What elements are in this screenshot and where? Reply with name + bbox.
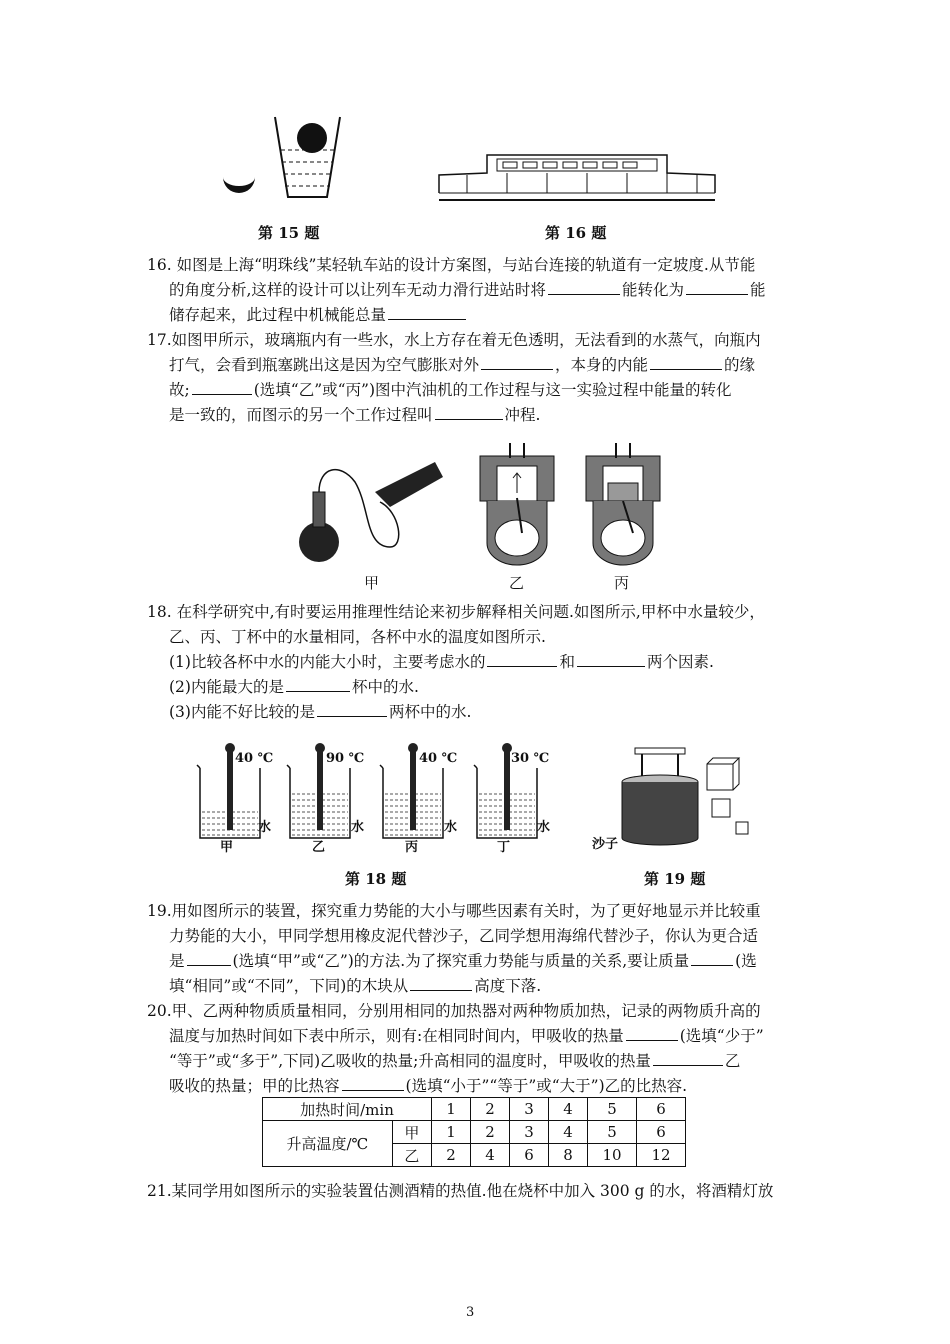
figure-18-caption: 第 18 题 xyxy=(345,870,407,888)
table-header-temp: 升高温度/℃ xyxy=(263,1121,393,1167)
q19-line-2: 力势能的大小，甲同学想用橡皮泥代替沙子，乙同学想用海绵代替沙子，你认为更合适 xyxy=(169,927,759,945)
q16-line-3 xyxy=(169,304,468,326)
q19-line-1: 19.用如图所示的装置，探究重力势能的大小与哪些因素有关时，为了更好地显示并比较重 xyxy=(147,902,761,920)
table-cell: 8 xyxy=(549,1144,588,1167)
answer-blank[interactable] xyxy=(286,677,350,692)
q20-line-4 xyxy=(169,1075,687,1097)
q18-text: (2)内能最大的是 xyxy=(169,678,284,696)
answer-blank[interactable] xyxy=(686,280,748,295)
table-cell: 2 xyxy=(432,1144,471,1167)
beaker-jia-label: 甲 xyxy=(220,840,234,855)
table-cell: 2 xyxy=(471,1121,510,1144)
answer-blank[interactable] xyxy=(435,405,503,420)
q20-line-1: 20.甲、乙两种物质质量相同，分别用相同的加热器对两种物质加热，记录的两物质升高的 xyxy=(147,1002,761,1020)
figure-15-ball-container xyxy=(215,112,345,207)
beaker-ding-water: 水 xyxy=(537,820,551,835)
table-cell: 10 xyxy=(588,1144,637,1167)
q16-line-2 xyxy=(169,279,765,301)
figure-17-engine-yi xyxy=(472,438,562,568)
q18-line-5 xyxy=(169,701,471,723)
table-cell: 1 xyxy=(432,1121,471,1144)
figure-17-label-yi: 乙 xyxy=(509,574,525,592)
q19-text: (选 xyxy=(735,952,757,970)
q17-text: (选填“乙”或“丙”)图中汽油机的工作过程与这一实验过程中能量的转化 xyxy=(253,381,732,399)
answer-blank[interactable] xyxy=(487,652,557,667)
table-row-name: 甲 xyxy=(392,1121,431,1144)
q19-line-4 xyxy=(169,975,541,997)
q19-text: 高度下落. xyxy=(474,977,542,995)
q21-line-1: 21.某同学用如图所示的实验装置估测酒精的热值.他在烧杯中加入 300 g 的水，将酒精灯放 xyxy=(147,1182,774,1200)
q17-text: 的缘 xyxy=(724,356,756,374)
table-cell: 6 xyxy=(637,1098,686,1121)
figure-15-caption: 第 15 题 xyxy=(258,224,320,242)
q19-line-3 xyxy=(169,950,757,972)
figure-19-sand-container xyxy=(610,742,760,852)
figure-17-label-jia: 甲 xyxy=(364,574,380,592)
beaker-yi-water: 水 xyxy=(351,820,365,835)
q20-text: (选填“少于” xyxy=(679,1027,764,1045)
answer-blank[interactable] xyxy=(548,280,620,295)
q19-text: 填“相同”或“不同”，下同)的木块从 xyxy=(169,977,409,995)
q20-text: “等于”或“多于”,下同)乙吸收的热量;升高相同的温度时，甲吸收的热量 xyxy=(169,1052,651,1070)
answer-blank[interactable] xyxy=(650,355,722,370)
table-cell: 2 xyxy=(471,1098,510,1121)
q20-text: 吸收的热量；甲的比热容 xyxy=(169,1077,340,1095)
table-row xyxy=(263,1121,686,1144)
answer-blank[interactable] xyxy=(192,380,252,395)
q17-text: 是一致的，而图示的另一个工作过程叫 xyxy=(169,406,433,424)
figure-16-caption: 第 16 题 xyxy=(545,224,607,242)
beaker-bing-label: 丙 xyxy=(405,840,419,855)
beaker-jia-temp: 40 ℃ xyxy=(235,751,274,766)
figure-19-sand-label: 沙子 xyxy=(592,837,619,852)
q16-line-1: 16. 如图是上海“明珠线”某轻轨车站的设计方案图，与站台连接的轨道有一定坡度.从节能 xyxy=(147,256,756,274)
q20-line-2 xyxy=(169,1025,764,1047)
q20-line-3 xyxy=(169,1050,740,1072)
answer-blank[interactable] xyxy=(653,1051,723,1066)
q17-text: ，本身的内能 xyxy=(555,356,649,374)
table-cell: 6 xyxy=(510,1144,549,1167)
table-cell: 3 xyxy=(510,1121,549,1144)
beaker-ding-label: 丁 xyxy=(497,840,511,855)
answer-blank[interactable] xyxy=(481,355,553,370)
q17-line-4 xyxy=(169,404,540,426)
answer-blank[interactable] xyxy=(626,1026,678,1041)
table-cell: 5 xyxy=(588,1098,637,1121)
q17-text: 故; xyxy=(169,381,190,399)
q16-text: 储存起来，此过程中机械能总量 xyxy=(169,306,387,324)
figure-19-caption: 第 19 题 xyxy=(644,870,706,888)
q18-text: 两杯中的水. xyxy=(388,703,472,721)
answer-blank[interactable] xyxy=(388,305,466,320)
q18-line-4 xyxy=(169,676,419,698)
q18-line-2: 乙、丙、丁杯中的水量相同，各杯中水的温度如图所示. xyxy=(169,628,546,646)
table-cell: 4 xyxy=(549,1098,588,1121)
table-cell: 4 xyxy=(471,1144,510,1167)
table-cell: 3 xyxy=(510,1098,549,1121)
q19-text: (选填“甲”或“乙”)的方法.为了探究重力势能与质量的关系,要让质量 xyxy=(232,952,690,970)
q18-line-1: 18. 在科学研究中,有时要运用推理性结论来初步解释相关问题.如图所示,甲杯中水量较少， xyxy=(147,603,765,621)
q18-text: (3)内能不好比较的是 xyxy=(169,703,315,721)
answer-blank[interactable] xyxy=(317,702,387,717)
table-cell: 1 xyxy=(432,1098,471,1121)
q17-text: 冲程. xyxy=(504,406,541,424)
beaker-bing-temp: 40 ℃ xyxy=(419,751,458,766)
q18-text: 杯中的水. xyxy=(351,678,419,696)
q16-text: 的角度分析,这样的设计可以让列车无动力滑行进站时将 xyxy=(169,281,546,299)
answer-blank[interactable] xyxy=(342,1076,404,1091)
q18-text: 和 xyxy=(559,653,575,671)
answer-blank[interactable] xyxy=(187,951,231,966)
q17-line-2 xyxy=(169,354,755,376)
q20-text: (选填“小于”“等于”或“大于”)乙的比热容. xyxy=(405,1077,688,1095)
beaker-bing-water: 水 xyxy=(444,820,458,835)
table-header-time: 加热时间/min xyxy=(263,1098,432,1121)
q16-text: 能转化为 xyxy=(621,281,684,299)
q20-text: 乙 xyxy=(724,1052,741,1070)
table-cell: 4 xyxy=(549,1121,588,1144)
q19-text: 是 xyxy=(169,952,185,970)
table-row xyxy=(263,1098,686,1121)
answer-blank[interactable] xyxy=(691,951,733,966)
table-cell: 12 xyxy=(637,1144,686,1167)
q18-text: 两个因素. xyxy=(646,653,714,671)
q17-text: 打气，会看到瓶塞跳出这是因为空气膨胀对外 xyxy=(169,356,480,374)
table-cell: 6 xyxy=(637,1121,686,1144)
figure-17-flask-pump xyxy=(295,452,445,567)
answer-blank[interactable] xyxy=(410,976,472,991)
q20-text: 温度与加热时间如下表中所示，则有:在相同时间内，甲吸收的热量 xyxy=(169,1027,624,1045)
q20-data-table xyxy=(262,1097,686,1167)
q18-line-3 xyxy=(169,651,714,673)
figure-16-station xyxy=(437,145,717,207)
q18-text: (1)比较各杯中水的内能大小时，主要考虑水的 xyxy=(169,653,486,671)
page-number: 3 xyxy=(466,1305,475,1320)
answer-blank[interactable] xyxy=(577,652,645,667)
beaker-yi-temp: 90 ℃ xyxy=(326,751,365,766)
q17-line-3 xyxy=(169,379,732,401)
beaker-jia-water: 水 xyxy=(258,820,272,835)
table-row-name: 乙 xyxy=(392,1144,431,1167)
q17-line-1: 17.如图甲所示，玻璃瓶内有一些水，水上方存在着无色透明，无法看到的水蒸气，向瓶内 xyxy=(147,331,761,349)
beaker-ding-temp: 30 ℃ xyxy=(511,751,550,766)
beaker-yi-label: 乙 xyxy=(312,840,326,855)
q16-text: 能 xyxy=(749,281,766,299)
figure-17-label-bing: 丙 xyxy=(614,574,630,592)
figure-17-engine-bing xyxy=(578,438,668,568)
table-cell: 5 xyxy=(588,1121,637,1144)
